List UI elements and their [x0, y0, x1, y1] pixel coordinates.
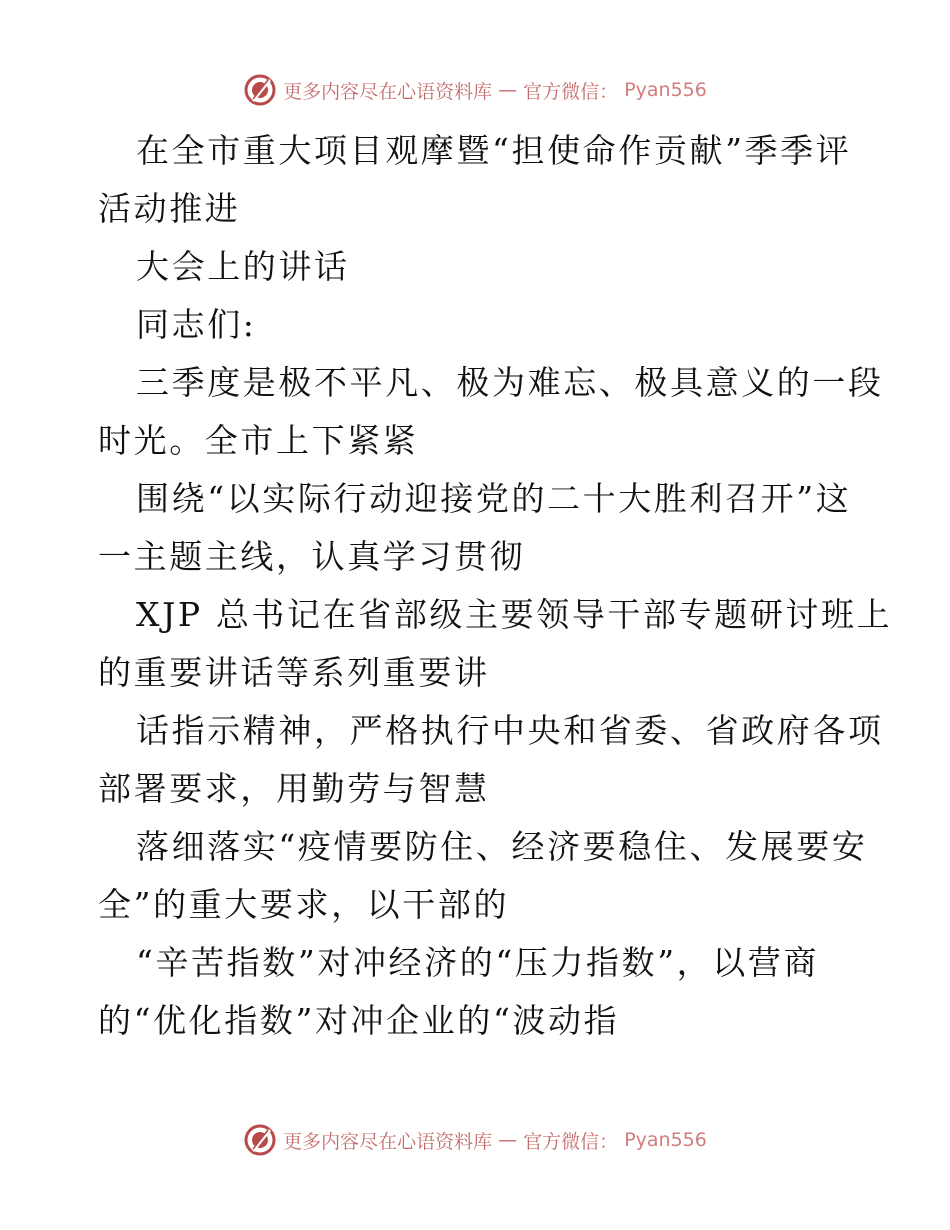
quill-seal-icon	[243, 1123, 277, 1157]
text-line: 全”的重大要求，以干部的	[98, 885, 510, 924]
text-line: 的重要讲话等系列重要讲	[98, 653, 490, 692]
text-line: “辛苦指数”对冲经济的“压力指数”，以营商	[136, 943, 820, 982]
watermark-separator: —	[498, 79, 518, 101]
watermark-text: 更多内容尽在心语资料库	[283, 1130, 493, 1153]
text-line: 大会上的讲话	[136, 247, 350, 286]
text-line: 的“优化指数”对冲企业的“波动指	[98, 1001, 620, 1040]
header-watermark	[0, 70, 950, 110]
text-line: 时光。全市上下紧紧	[98, 421, 419, 460]
text-line: 同志们:	[136, 305, 257, 344]
text-line: 一主题主线，认真学习贯彻	[98, 537, 526, 576]
text-line: 活动推进	[98, 189, 241, 228]
text-line: 围绕“以实际行动迎接党的二十大胜利召开”这	[136, 479, 852, 518]
watermark-text: 更多内容尽在心语资料库	[283, 80, 493, 103]
text-line: 话指示精神，严格执行中央和省委、省政府各项	[136, 711, 884, 750]
watermark-id: Pyan556	[624, 1129, 707, 1151]
watermark-label: 官方微信：	[523, 1130, 619, 1153]
footer-watermark	[0, 1120, 950, 1160]
text-line: 在全市重大项目观摩暨“担使命作贡献”季季评	[136, 131, 852, 170]
watermark-label: 官方微信：	[523, 80, 619, 103]
text-line: XJP 总书记在省部级主要领导干部专题研讨班上	[136, 595, 893, 634]
quill-seal-icon	[243, 73, 277, 107]
watermark-separator: —	[498, 1129, 518, 1151]
text-line: 部署要求，用勤劳与智慧	[98, 769, 490, 808]
document-body	[98, 122, 893, 1050]
text-line: 落细落实“疫情要防住、经济要稳住、发展要安	[136, 827, 868, 866]
text-line: 三季度是极不平凡、极为难忘、极具意义的一段	[136, 363, 884, 402]
watermark-id: Pyan556	[624, 79, 707, 101]
